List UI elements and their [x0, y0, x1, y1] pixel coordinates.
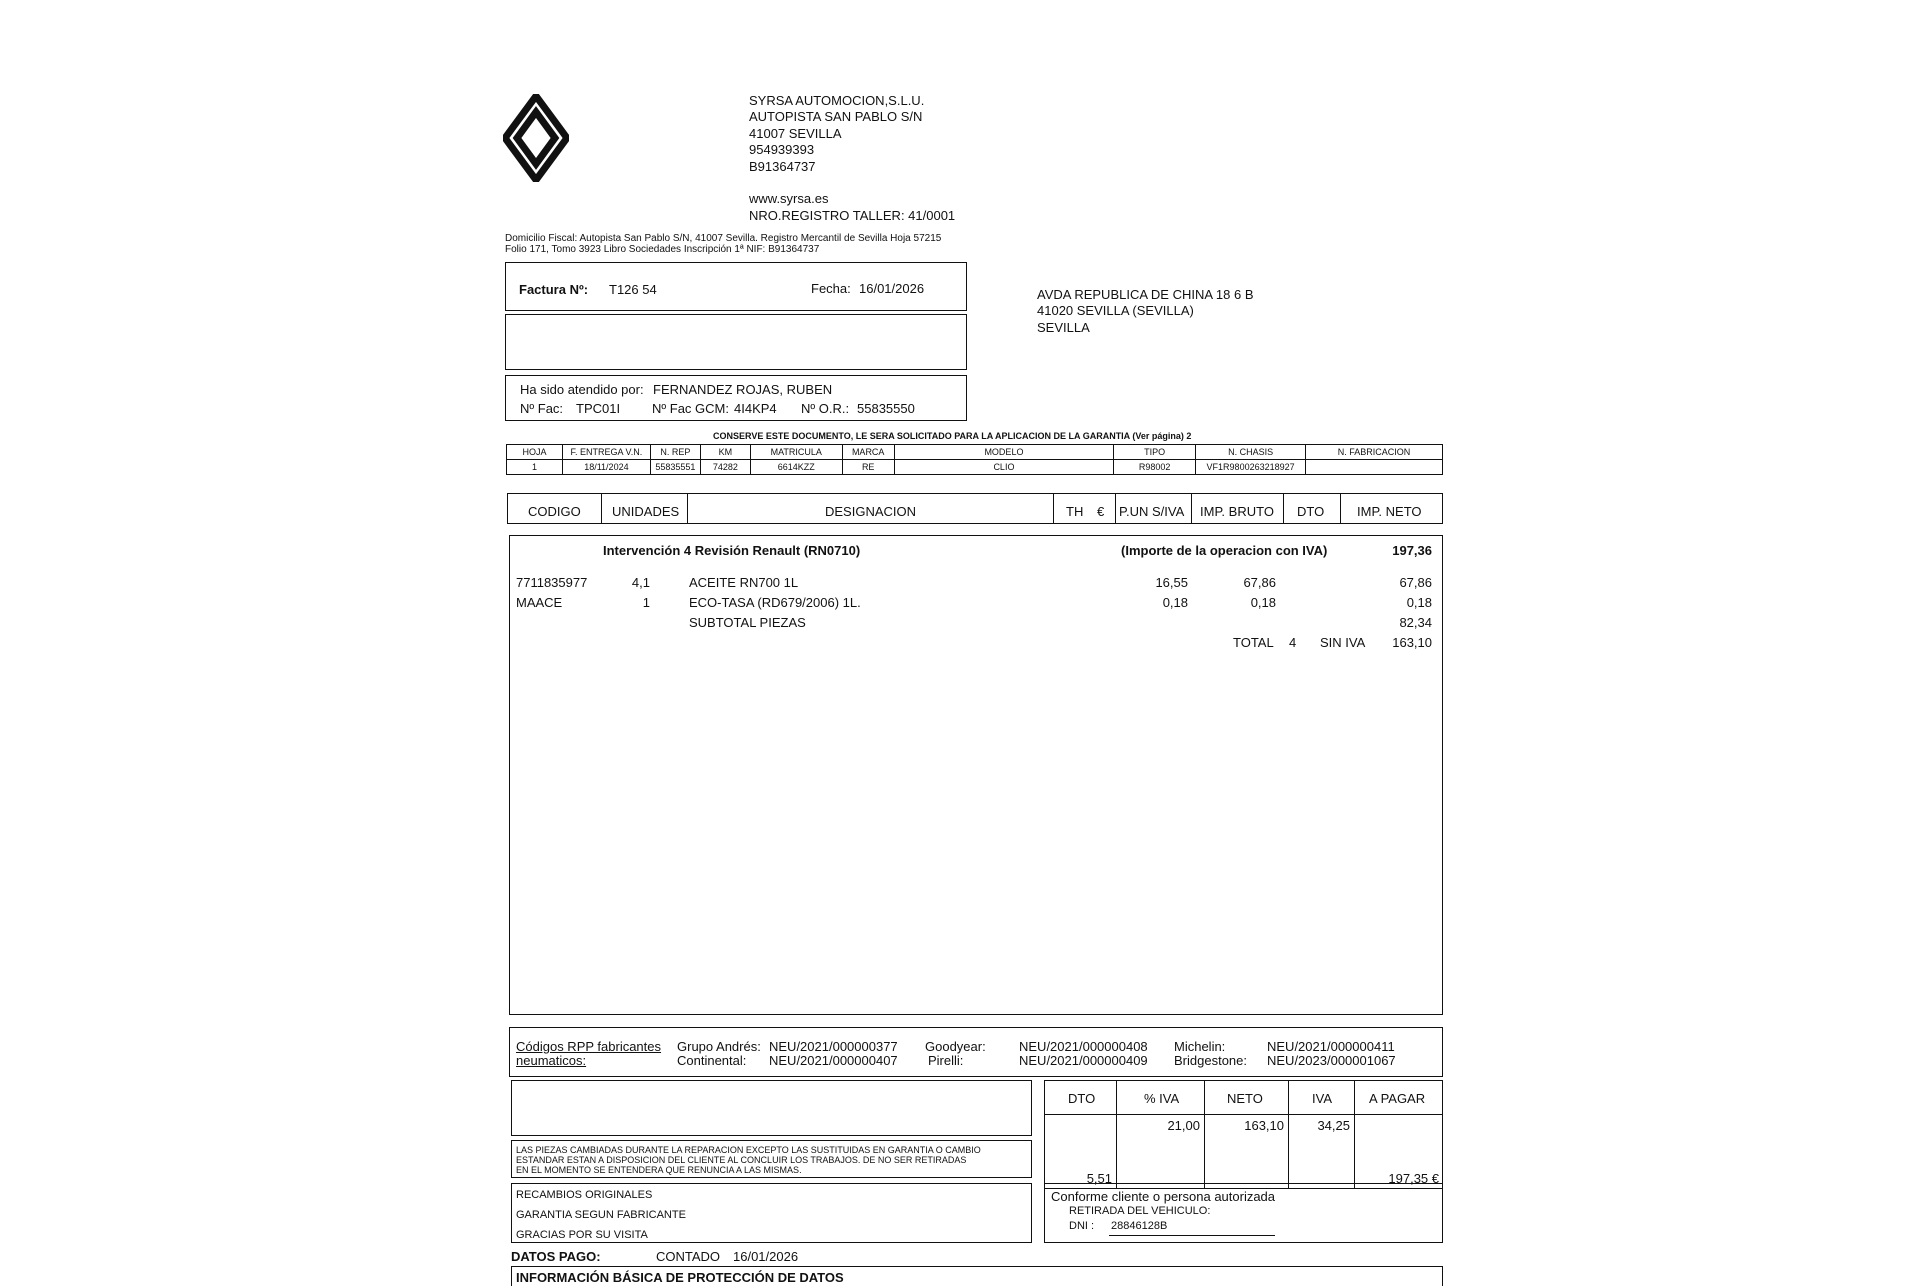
vehicle-value-cell: CLIO: [894, 460, 1114, 475]
item-codigo: MAACE: [516, 595, 563, 610]
footer-left-1: RECAMBIOS ORIGINALES: [516, 1189, 653, 1201]
renault-logo-icon: [503, 94, 569, 182]
attended-label: Ha sido atendido por:: [520, 382, 644, 397]
company-address: AUTOPISTA SAN PABLO S/N: [749, 109, 923, 124]
rpp-brand: Goodyear:: [925, 1039, 986, 1054]
rpp-code: NEU/2021/000000411: [1267, 1039, 1395, 1054]
item-unidades: 1: [642, 595, 650, 610]
item-neto: 67,86: [1399, 575, 1432, 590]
company-nif: B91364737: [749, 159, 816, 174]
vehicle-value-cell: 74282: [700, 460, 750, 475]
totals-iva-value: 34,25: [1317, 1118, 1350, 1133]
item-designacion: ACEITE RN700 1L: [689, 575, 799, 590]
conforme-line-1: Conforme cliente o persona autorizada: [1051, 1189, 1276, 1204]
total-label: TOTAL: [1233, 635, 1274, 650]
nfac-label: Nº Fac:: [520, 401, 564, 416]
vehicle-header-cell: N. CHASIS: [1196, 445, 1306, 460]
rpp-code: NEU/2021/000000377: [769, 1039, 898, 1054]
pago-method: CONTADO: [656, 1249, 721, 1264]
pieces-notice-3: EN EL MOMENTO SE ENTENDERA QUE RENUNCIA A LAS MISMAS.: [516, 1165, 802, 1175]
col-bruto: IMP. BRUTO: [1200, 504, 1274, 519]
item-codigo: 7711835977: [516, 575, 588, 590]
company-city: 41007 SEVILLA: [749, 126, 842, 141]
item-pun: 16,55: [1155, 575, 1188, 590]
pieces-notice-2: ESTANDAR ESTAN A DISPOSICION DEL CLIENTE AL CONCLUIR LOS TRABAJOS. DE NO SER RETIRADAS: [516, 1155, 967, 1165]
invoice-date: 16/01/2026: [859, 281, 925, 296]
intervention-importe: 197,36: [1392, 543, 1432, 558]
totals-piva-header: % IVA: [1144, 1091, 1180, 1106]
item-designacion: ECO-TASA (RD679/2006) 1L.: [689, 595, 861, 610]
totals-pagar-value: 197,35 €: [1388, 1171, 1439, 1186]
vehicle-header-cell: MARCA: [842, 445, 894, 460]
item-bruto: 0,18: [1250, 595, 1276, 610]
proteccion-title: INFORMACIÓN BÁSICA DE PROTECCIÓN DE DATOS: [516, 1270, 844, 1285]
item-bruto: 67,86: [1243, 575, 1276, 590]
subtotal-value: 82,34: [1399, 615, 1432, 630]
pago-label: DATOS PAGO:: [511, 1249, 601, 1264]
vehicle-table: [506, 444, 1443, 475]
company-web: www.syrsa.es: [749, 191, 829, 206]
vehicle-header-cell: KM: [700, 445, 750, 460]
dni-value: 28846128B: [1111, 1220, 1168, 1232]
item-neto: 0,18: [1406, 595, 1432, 610]
rpp-brand: Michelin:: [1174, 1039, 1226, 1054]
invoice-label: Factura Nº:: [519, 282, 589, 297]
pago-date: 16/01/2026: [733, 1249, 799, 1264]
vehicle-header-cell: TIPO: [1114, 445, 1196, 460]
col-unidades: UNIDADES: [612, 504, 680, 519]
rpp-title-1: Códigos RPP fabricantes: [516, 1039, 662, 1054]
company-phone: 954939393: [749, 142, 815, 157]
rpp-brand: Pirelli:: [928, 1053, 964, 1068]
totals-neto-header: NETO: [1227, 1091, 1263, 1106]
footer-left-3: GRACIAS POR SU VISITA: [516, 1229, 648, 1241]
vehicle-header-cell: N. REP: [650, 445, 700, 460]
observations-box: [511, 1080, 1032, 1136]
col-designacion: DESIGNACION: [825, 504, 917, 519]
subtotal-label: SUBTOTAL PIEZAS: [689, 615, 806, 630]
company-registro: NRO.REGISTRO TALLER: 41/0001: [749, 208, 956, 223]
vehicle-value-row: [507, 460, 1443, 475]
company-name: SYRSA AUTOMOCION,S.L.U.: [749, 93, 925, 108]
col-codigo: CODIGO: [528, 504, 581, 519]
vehicle-value-cell: 18/11/2024: [562, 460, 650, 475]
col-pun: P.UN S/IVA: [1119, 504, 1185, 519]
customer-line-1: AVDA REPUBLICA DE CHINA 18 6 B: [1037, 287, 1254, 302]
customer-line-3: SEVILLA: [1037, 320, 1090, 335]
fiscal-line-2: Folio 171, Tomo 3923 Libro Sociedades Inscripción 1ª NIF: B91364737: [505, 244, 820, 255]
item-pun: 0,18: [1162, 595, 1188, 610]
col-th: TH: [1066, 504, 1084, 519]
vehicle-header-cell: F. ENTREGA V.N.: [562, 445, 650, 460]
gcm-label: Nº Fac GCM:: [652, 401, 729, 416]
vehicle-header-row: [507, 445, 1443, 460]
col-euro: €: [1097, 504, 1105, 519]
attended-name: FERNANDEZ ROJAS, RUBEN: [653, 382, 833, 397]
invoice-number: T126 54: [609, 282, 657, 297]
footer-left-2: GARANTIA SEGUN FABRICANTE: [516, 1209, 686, 1221]
vehicle-value-cell: 6614KZZ: [750, 460, 842, 475]
vehicle-header-cell: MATRICULA: [750, 445, 842, 460]
vehicle-value-cell: 55835551: [650, 460, 700, 475]
fiscal-line-1: Domicilio Fiscal: Autopista San Pablo S/N, 41007 Sevilla. Registro Mercantil de Sevilla Hoja 57215: [505, 233, 942, 244]
pieces-notice-1: LAS PIEZAS CAMBIADAS DURANTE LA REPARACION EXCEPTO LAS SUSTITUIDAS EN GARANTIA O CAMBIO: [516, 1145, 981, 1155]
garantia-notice: CONSERVE ESTE DOCUMENTO, LE SERA SOLICITADO PARA LA APLICACION DE LA GARANTIA (Ver página) 2: [713, 431, 1192, 441]
customer-line-2: 41020 SEVILLA (SEVILLA): [1037, 303, 1194, 318]
totals-pagar-header: A PAGAR: [1369, 1091, 1426, 1106]
gcm-value: 4I4KP4: [734, 401, 777, 416]
totals-dto-value: 5,51: [1086, 1171, 1112, 1186]
col-dto: DTO: [1297, 504, 1325, 519]
vehicle-value-cell: R98002: [1114, 460, 1196, 475]
vehicle-header-cell: N. FABRICACION: [1306, 445, 1443, 460]
vehicle-header-cell: MODELO: [894, 445, 1114, 460]
vehicle-value-cell: VF1R9800263218927: [1196, 460, 1306, 475]
totals-piva-value: 21,00: [1167, 1118, 1200, 1133]
or-value: 55835550: [857, 401, 915, 416]
totals-dto-header: DTO: [1068, 1091, 1096, 1106]
col-neto: IMP. NETO: [1357, 504, 1422, 519]
total-value: 163,10: [1392, 635, 1432, 650]
rpp-code: NEU/2021/000000407: [769, 1053, 898, 1068]
total-sin-iva: SIN IVA: [1320, 635, 1366, 650]
conforme-line-2: RETIRADA DEL VEHICULO:: [1069, 1205, 1211, 1217]
or-label: Nº O.R.:: [801, 401, 850, 416]
dni-label: DNI :: [1069, 1220, 1095, 1232]
intervention-title: Intervención 4 Revisión Renault (RN0710): [603, 543, 861, 558]
invoice-date-label: Fecha:: [811, 281, 851, 296]
vehicle-value-cell: 1: [507, 460, 563, 475]
rpp-brand: Continental:: [677, 1053, 747, 1068]
vehicle-value-cell: RE: [842, 460, 894, 475]
rpp-code: NEU/2023/000001067: [1267, 1053, 1396, 1068]
rpp-brand: Bridgestone:: [1174, 1053, 1247, 1068]
totals-iva-header: IVA: [1312, 1091, 1332, 1106]
intervention-importe-label: (Importe de la operacion con IVA): [1121, 543, 1328, 558]
rpp-brand: Grupo Andrés:: [677, 1039, 761, 1054]
rpp-title-2: neumaticos:: [516, 1053, 587, 1068]
rpp-code: NEU/2021/000000409: [1019, 1053, 1148, 1068]
totals-neto-value: 163,10: [1244, 1118, 1284, 1133]
nfac-value: TPC01I: [576, 401, 621, 416]
rpp-code: NEU/2021/000000408: [1019, 1039, 1148, 1054]
vehicle-value-cell: [1306, 460, 1443, 475]
vehicle-header-cell: HOJA: [507, 445, 563, 460]
customer-name-box: [505, 314, 967, 370]
total-n: 4: [1289, 635, 1297, 650]
item-unidades: 4,1: [631, 575, 650, 590]
